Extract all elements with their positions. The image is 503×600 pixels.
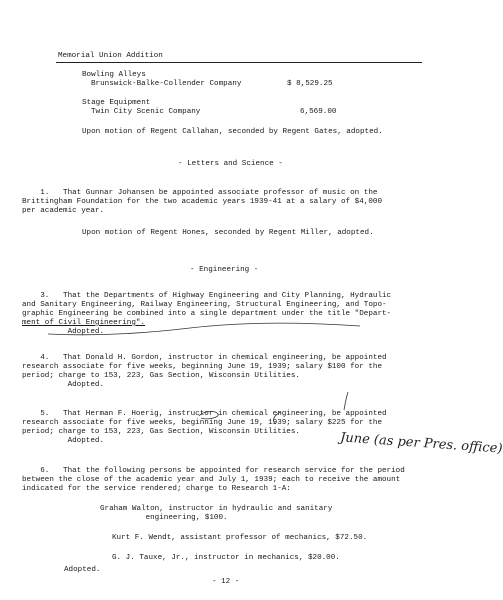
paragraph-line: 4. That Donald H. Gordon, instructor in chemical engineering, be appointed: [22, 354, 387, 362]
paragraph-line: ment of Civil Engineering".: [22, 319, 146, 327]
motion-text: Upon motion of Regent Hones, seconded by Regent Miller, adopted.: [82, 229, 374, 237]
paragraph-line: 3. That the Departments of Highway Engineering and City Planning, Hydraulic: [22, 292, 392, 300]
paragraph-line: Adopted.: [22, 328, 105, 336]
bowling-vendor: Brunswick-Balke-Collender Company: [91, 80, 242, 88]
stage-amount: 6,569.00: [300, 108, 337, 116]
letters-heading: - Letters and Science -: [178, 160, 283, 168]
paragraph-line: and Sanitary Engineering, Railway Engineering, Structural Engineering, and Topo-: [22, 301, 387, 309]
paragraph-line: research associate for five weeks, beginning June 19, 1939; salary $225 for the: [22, 419, 383, 427]
paragraph-line: Brittingham Foundation for the two academic years 1939-41 at a salary of $4,000: [22, 198, 383, 206]
bowling-amount: $ 8,529.25: [287, 80, 333, 88]
paragraph-line: research associate for five weeks, beginning June 19, 1939; salary $100 for the: [22, 363, 383, 371]
person-line: engineering, $100.: [100, 514, 228, 522]
person-line: Graham Walton, instructor in hydraulic and sanitary: [100, 505, 333, 513]
paragraph-line: 6. That the following persons be appointed for research service for the period: [22, 467, 405, 475]
paragraph-line: 1. That Gunnar Johansen be appointed associate professor of music on the: [22, 189, 378, 197]
paragraph-line: per academic year.: [22, 207, 105, 215]
paragraph-line: Adopted.: [22, 437, 105, 445]
bowling-heading: Bowling Alleys: [82, 71, 146, 79]
section-title: Memorial Union Addition: [58, 52, 163, 60]
engineering-heading: - Engineering -: [190, 266, 259, 274]
paragraph-line: indicated for the service rendered; charge to Research 1-A:: [22, 485, 291, 493]
paragraph-line: 5. That Herman F. Hoerig, instructor in chemical engineering, be appointed: [22, 410, 387, 418]
paragraph-line: graphic Engineering be combined into a single department under the title "Depart-: [22, 310, 392, 318]
stage-vendor: Twin City Scenic Company: [91, 108, 201, 116]
motion-text: Upon motion of Regent Callahan, seconded by Regent Gates, adopted.: [82, 128, 383, 136]
handwritten-annotation: June (as per Pres. office): [339, 430, 503, 457]
stage-heading: Stage Equipment: [82, 99, 151, 107]
paragraph-line: period; charge to 153, 223, Gas Section, Wisconsin Utilities.: [22, 428, 300, 436]
page-number: - 12 -: [212, 578, 240, 586]
paragraph-line: Adopted.: [22, 381, 105, 389]
paragraph-line: between the close of the academic year and July 1, 1939; each to receive the amount: [22, 476, 401, 484]
person-line: Kurt F. Wendt, assistant professor of mechanics, $72.50.: [112, 534, 368, 542]
paragraph-line: period; charge to 153, 223, Gas Section, Wisconsin Utilities.: [22, 372, 300, 380]
person-line: G. J. Tauxe, Jr., instructor in mechanics, $20.00.: [112, 554, 340, 562]
adopted-text: Adopted.: [64, 566, 101, 574]
